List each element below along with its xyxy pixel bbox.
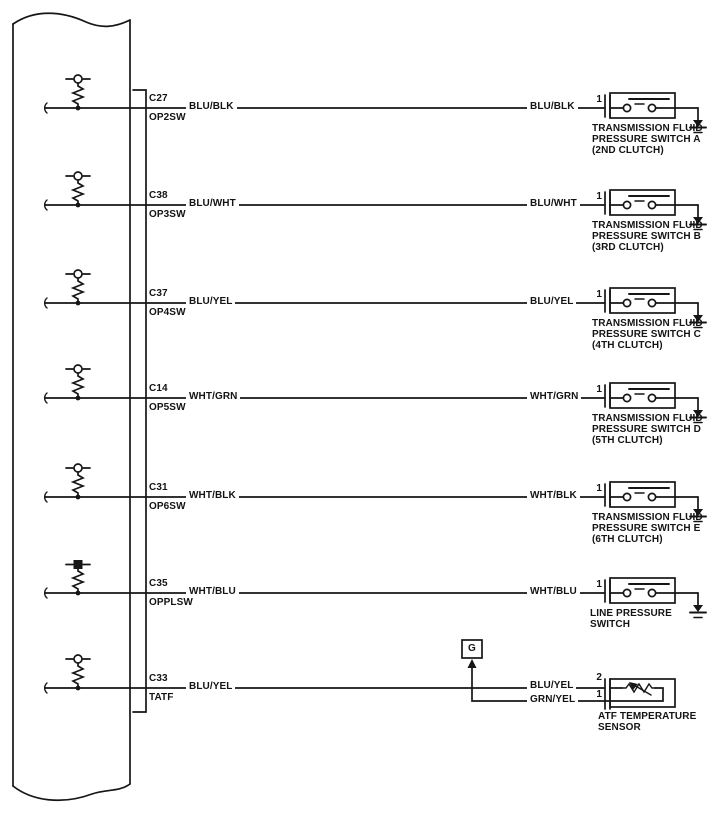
pin-id: C14 bbox=[149, 383, 168, 394]
wire-color-label: GRN/YEL bbox=[527, 694, 578, 705]
pin-id: C27 bbox=[149, 93, 168, 104]
pullup-resistor-symbol bbox=[66, 655, 90, 690]
pin-name: OP6SW bbox=[149, 501, 186, 512]
component-label: SWITCH bbox=[590, 619, 631, 630]
pullup-resistor-symbol bbox=[66, 270, 90, 305]
pressure-switch-symbol bbox=[605, 190, 675, 215]
component-label: PRESSURE SWITCH C bbox=[592, 329, 701, 340]
pullup-resistor-symbol bbox=[66, 75, 90, 110]
pin-name: OP5SW bbox=[149, 402, 186, 413]
wire-color-label: BLU/YEL bbox=[186, 681, 235, 692]
pin-name: OP2SW bbox=[149, 112, 186, 123]
pin-id: C35 bbox=[149, 578, 168, 589]
wire-color-label: BLU/BLK bbox=[186, 101, 237, 112]
wire-color-label: WHT/BLK bbox=[527, 490, 580, 501]
wire-color-label: BLU/WHT bbox=[186, 198, 239, 209]
wire-color-label: WHT/GRN bbox=[186, 391, 240, 402]
pullup-resistor-symbol bbox=[66, 172, 90, 207]
wire-color-label: BLU/YEL bbox=[186, 296, 235, 307]
control-module-block bbox=[13, 13, 130, 800]
wire-color-label: BLU/YEL bbox=[527, 680, 576, 691]
component-label: (6TH CLUTCH) bbox=[592, 534, 663, 545]
pullup-resistor-symbol bbox=[66, 365, 90, 400]
terminal-number: 1 bbox=[596, 689, 602, 700]
component-label: PRESSURE SWITCH E bbox=[592, 523, 701, 534]
terminal-number: 1 bbox=[596, 483, 602, 494]
component-label: PRESSURE SWITCH A bbox=[592, 134, 701, 145]
terminal-number: 1 bbox=[596, 384, 602, 395]
component-label: (3RD CLUTCH) bbox=[592, 242, 664, 253]
pullup-resistor-symbol bbox=[66, 464, 90, 499]
terminal-number: 2 bbox=[596, 672, 602, 683]
component-label: TRANSMISSION FLUID bbox=[592, 512, 703, 523]
pressure-switch-symbol bbox=[605, 288, 675, 313]
wire-color-label: BLU/BLK bbox=[527, 101, 578, 112]
component-label: (2ND CLUTCH) bbox=[592, 145, 664, 156]
component-label: TRANSMISSION FLUID bbox=[592, 413, 703, 424]
pin-id: C31 bbox=[149, 482, 168, 493]
component-label: LINE PRESSURE bbox=[590, 608, 672, 619]
connector-bracket bbox=[133, 90, 146, 712]
module-bottom-tear bbox=[13, 784, 130, 800]
component-label: PRESSURE SWITCH B bbox=[592, 231, 701, 242]
pin-name: OPPLSW bbox=[149, 597, 193, 608]
circuit-row-tatf bbox=[45, 640, 675, 709]
pin-id: C37 bbox=[149, 288, 168, 299]
pressure-switch-symbol bbox=[605, 93, 675, 118]
wire-color-label: BLU/WHT bbox=[527, 198, 580, 209]
component-label: TRANSMISSION FLUID bbox=[592, 123, 703, 134]
component-label: TRANSMISSION FLUID bbox=[592, 318, 703, 329]
wire-color-label: WHT/BLK bbox=[186, 490, 239, 501]
module-top-tear bbox=[13, 13, 130, 26]
terminal-number: 1 bbox=[596, 191, 602, 202]
pin-id: C38 bbox=[149, 190, 168, 201]
pressure-switch-symbol bbox=[605, 578, 675, 603]
component-label: SENSOR bbox=[598, 722, 641, 733]
wire-color-label: WHT/BLU bbox=[527, 586, 580, 597]
ground-symbol bbox=[690, 593, 706, 618]
arrow-up-icon bbox=[468, 659, 477, 668]
pin-id: C33 bbox=[149, 673, 168, 684]
pin-name: OP4SW bbox=[149, 307, 186, 318]
wire-color-label: WHT/GRN bbox=[527, 391, 581, 402]
component-label: (5TH CLUTCH) bbox=[592, 435, 663, 446]
component-label: TRANSMISSION FLUID bbox=[592, 220, 703, 231]
component-label: (4TH CLUTCH) bbox=[592, 340, 663, 351]
pin-name: TATF bbox=[149, 692, 174, 703]
component-label: PRESSURE SWITCH D bbox=[592, 424, 701, 435]
connector-g-label: G bbox=[468, 643, 476, 654]
wire-color-label: BLU/YEL bbox=[527, 296, 576, 307]
wire-color-label: WHT/BLU bbox=[186, 586, 239, 597]
pressure-switch-symbol bbox=[605, 482, 675, 507]
pressure-switch-symbol bbox=[605, 383, 675, 408]
pullup-resistor-square-symbol bbox=[66, 560, 90, 595]
component-label: ATF TEMPERATURE bbox=[598, 711, 697, 722]
atf-temperature-sensor-symbol bbox=[605, 679, 675, 709]
pin-name: OP3SW bbox=[149, 209, 186, 220]
terminal-number: 1 bbox=[596, 94, 602, 105]
terminal-number: 1 bbox=[596, 289, 602, 300]
terminal-number: 1 bbox=[596, 579, 602, 590]
